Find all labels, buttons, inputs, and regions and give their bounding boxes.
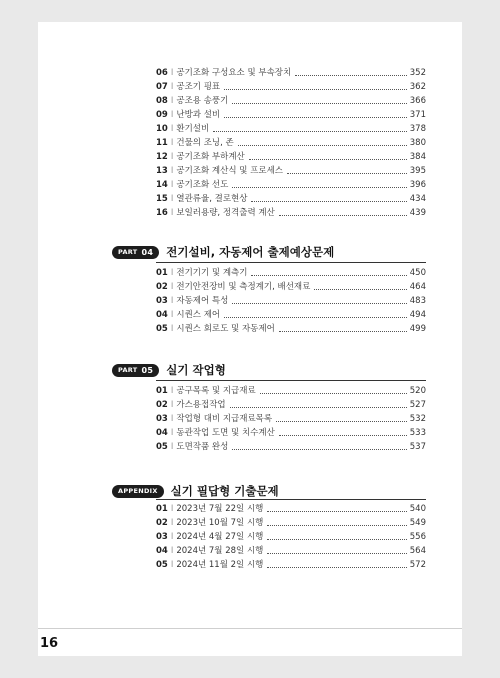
toc-entry[interactable] bbox=[156, 413, 426, 425]
dot-leader bbox=[276, 420, 407, 422]
toc-entry[interactable] bbox=[156, 441, 426, 453]
entry-page: 384 bbox=[409, 152, 426, 162]
entry-title: 열관류율, 결로현상 bbox=[176, 194, 248, 204]
entry-title: 2024년 11월 2일 시행 bbox=[176, 560, 264, 570]
dot-leader bbox=[279, 330, 407, 332]
entry-number: 08 bbox=[156, 96, 168, 106]
part5-header bbox=[112, 361, 226, 379]
entry-number: 16 bbox=[156, 208, 168, 218]
dot-leader bbox=[232, 186, 406, 188]
entry-separator: I bbox=[170, 518, 174, 528]
dot-leader bbox=[230, 406, 407, 408]
entry-separator: I bbox=[170, 560, 174, 570]
footer-divider bbox=[38, 628, 462, 629]
appendix-rule bbox=[156, 499, 426, 500]
badge-label: PART bbox=[118, 248, 138, 256]
entry-number: 03 bbox=[156, 414, 168, 424]
entry-page: 396 bbox=[409, 180, 426, 190]
entry-page: 366 bbox=[409, 96, 426, 106]
dot-leader bbox=[287, 172, 407, 174]
entry-number: 05 bbox=[156, 324, 168, 334]
badge-label: APPENDIX bbox=[118, 487, 158, 495]
part5-rule bbox=[156, 380, 426, 381]
toc-entry[interactable] bbox=[156, 137, 426, 149]
entry-title: 2024년 7월 28일 시행 bbox=[176, 546, 264, 556]
entry-separator: I bbox=[170, 208, 174, 218]
toc-entry[interactable] bbox=[156, 323, 426, 335]
toc-entry[interactable] bbox=[156, 559, 426, 571]
entry-page: 540 bbox=[409, 504, 426, 514]
dot-leader bbox=[224, 316, 407, 318]
entry-separator: I bbox=[170, 296, 174, 306]
entry-title: 도면작품 완성 bbox=[176, 442, 229, 452]
entry-number: 05 bbox=[156, 442, 168, 452]
dot-leader bbox=[267, 510, 406, 512]
toc-entry[interactable] bbox=[156, 123, 426, 135]
part4-rule bbox=[156, 262, 426, 263]
dot-leader bbox=[267, 566, 406, 568]
entry-title: 난방과 설비 bbox=[176, 110, 221, 120]
entry-number: 05 bbox=[156, 560, 168, 570]
entry-title: 전기안전장비 및 측정계기, 배선재료 bbox=[176, 282, 311, 292]
badge-number: 05 bbox=[141, 365, 154, 375]
entry-number: 06 bbox=[156, 68, 168, 78]
entry-number: 10 bbox=[156, 124, 168, 134]
entry-number: 02 bbox=[156, 518, 168, 528]
entry-title: 보일러용량, 정격출력 계산 bbox=[176, 208, 275, 218]
dot-leader bbox=[251, 274, 406, 276]
entry-separator: I bbox=[170, 166, 174, 176]
toc-entry[interactable] bbox=[156, 309, 426, 321]
dot-leader bbox=[224, 88, 407, 90]
entry-page: 494 bbox=[409, 310, 426, 320]
entry-separator: I bbox=[170, 110, 174, 120]
entry-title: 2023년 10월 7일 시행 bbox=[176, 518, 264, 528]
toc-entry[interactable] bbox=[156, 95, 426, 107]
entry-title: 가스용접작업 bbox=[176, 400, 226, 410]
entry-title: 전기기기 및 계측기 bbox=[176, 268, 248, 278]
entry-number: 02 bbox=[156, 400, 168, 410]
toc-entry[interactable] bbox=[156, 531, 426, 543]
appendix-badge bbox=[112, 485, 164, 498]
entry-title: 공조기 핑표 bbox=[176, 82, 221, 92]
toc-entry[interactable] bbox=[156, 545, 426, 557]
entry-separator: I bbox=[170, 310, 174, 320]
entry-number: 01 bbox=[156, 268, 168, 278]
entry-separator: I bbox=[170, 282, 174, 292]
entry-number: 04 bbox=[156, 310, 168, 320]
entry-separator: I bbox=[170, 532, 174, 542]
entry-number: 04 bbox=[156, 546, 168, 556]
entry-title: 동관작업 도면 및 치수계산 bbox=[176, 428, 275, 438]
toc-entry[interactable] bbox=[156, 109, 426, 121]
appendix-title: 실기 필답형 기출문제 bbox=[170, 484, 279, 498]
entry-page: 434 bbox=[409, 194, 426, 204]
entry-separator: I bbox=[170, 428, 174, 438]
toc-entry[interactable] bbox=[156, 151, 426, 163]
entry-title: 시퀀스 제어 bbox=[176, 310, 221, 320]
dot-leader bbox=[238, 144, 407, 146]
entry-number: 01 bbox=[156, 504, 168, 514]
part5-badge bbox=[112, 364, 159, 377]
entry-separator: I bbox=[170, 194, 174, 204]
dot-leader bbox=[249, 158, 407, 160]
entry-title: 건물의 조닝, 존 bbox=[176, 138, 234, 148]
entry-number: 04 bbox=[156, 428, 168, 438]
toc-entry[interactable] bbox=[156, 517, 426, 529]
entry-separator: I bbox=[170, 96, 174, 106]
badge-label: PART bbox=[118, 366, 138, 374]
entry-title: 2023년 7월 22일 시행 bbox=[176, 504, 264, 514]
entry-number: 14 bbox=[156, 180, 168, 190]
toc-entry[interactable] bbox=[156, 207, 426, 219]
dot-leader bbox=[213, 130, 407, 132]
entry-separator: I bbox=[170, 268, 174, 278]
dot-leader bbox=[224, 116, 407, 118]
entry-page: 527 bbox=[409, 400, 426, 410]
entry-page: 371 bbox=[409, 110, 426, 120]
toc-entry[interactable] bbox=[156, 81, 426, 93]
entry-page: 483 bbox=[409, 296, 426, 306]
entry-page: 532 bbox=[409, 414, 426, 424]
entry-separator: I bbox=[170, 386, 174, 396]
entry-page: 352 bbox=[409, 68, 426, 78]
toc-entry[interactable] bbox=[156, 399, 426, 411]
entry-number: 03 bbox=[156, 532, 168, 542]
dot-leader bbox=[232, 102, 406, 104]
entry-title: 공기조화 부하계산 bbox=[176, 152, 245, 162]
entry-page: 572 bbox=[409, 560, 426, 570]
dot-leader bbox=[251, 200, 406, 202]
entry-title: 작업형 대비 지급재료목록 bbox=[176, 414, 273, 424]
toc-entry[interactable] bbox=[156, 385, 426, 397]
dot-leader bbox=[279, 434, 407, 436]
entry-title: 공구목록 및 지급재료 bbox=[176, 386, 256, 396]
entry-page: 362 bbox=[409, 82, 426, 92]
toc-entry[interactable] bbox=[156, 193, 426, 205]
part5-title: 실기 작업형 bbox=[166, 363, 226, 377]
dot-leader bbox=[279, 214, 407, 216]
entry-separator: I bbox=[170, 68, 174, 78]
entry-number: 13 bbox=[156, 166, 168, 176]
toc-entry[interactable] bbox=[156, 503, 426, 515]
entry-separator: I bbox=[170, 82, 174, 92]
entry-separator: I bbox=[170, 124, 174, 134]
entry-number: 03 bbox=[156, 296, 168, 306]
toc-entry[interactable] bbox=[156, 165, 426, 177]
entry-separator: I bbox=[170, 414, 174, 424]
entry-number: 01 bbox=[156, 386, 168, 396]
entry-number: 11 bbox=[156, 138, 168, 148]
entry-separator: I bbox=[170, 138, 174, 148]
toc-entry[interactable] bbox=[156, 295, 426, 307]
page-number: 16 bbox=[40, 636, 59, 651]
entry-page: 464 bbox=[409, 282, 426, 292]
entry-page: 520 bbox=[409, 386, 426, 396]
toc-entry[interactable] bbox=[156, 427, 426, 439]
part4-header bbox=[112, 243, 334, 261]
toc-entry[interactable] bbox=[156, 281, 426, 293]
toc-entry[interactable] bbox=[156, 267, 426, 279]
entry-page: 395 bbox=[409, 166, 426, 176]
dot-leader bbox=[232, 448, 406, 450]
entry-separator: I bbox=[170, 504, 174, 514]
entry-page: 549 bbox=[409, 518, 426, 528]
dot-leader bbox=[267, 552, 406, 554]
entry-separator: I bbox=[170, 442, 174, 452]
entry-title: 환기설비 bbox=[176, 124, 210, 134]
entry-separator: I bbox=[170, 180, 174, 190]
entry-page: 533 bbox=[409, 428, 426, 438]
entry-page: 450 bbox=[409, 268, 426, 278]
entry-number: 09 bbox=[156, 110, 168, 120]
entry-number: 15 bbox=[156, 194, 168, 204]
dot-leader bbox=[295, 74, 407, 76]
entry-title: 시퀀스 회로도 및 자동제어 bbox=[176, 324, 275, 334]
entry-page: 556 bbox=[409, 532, 426, 542]
entry-number: 12 bbox=[156, 152, 168, 162]
entry-separator: I bbox=[170, 152, 174, 162]
entry-page: 439 bbox=[409, 208, 426, 218]
entry-page: 564 bbox=[409, 546, 426, 556]
entry-page: 378 bbox=[409, 124, 426, 134]
badge-number: 04 bbox=[141, 247, 154, 257]
entry-separator: I bbox=[170, 400, 174, 410]
entry-title: 공기조화 구성요소 및 부속장치 bbox=[176, 68, 292, 78]
dot-leader bbox=[267, 524, 406, 526]
appendix-header bbox=[112, 482, 279, 500]
entry-separator: I bbox=[170, 546, 174, 556]
dot-leader bbox=[232, 302, 406, 304]
toc-entry[interactable] bbox=[156, 67, 426, 79]
entry-title: 공조용 송풍기 bbox=[176, 96, 229, 106]
dot-leader bbox=[267, 538, 406, 540]
entry-title: 공기조화 선도 bbox=[176, 180, 229, 190]
entry-title: 공기조화 계산식 및 프로세스 bbox=[176, 166, 283, 176]
toc-entry[interactable] bbox=[156, 179, 426, 191]
part4-title: 전기설비, 자동제어 출제예상문제 bbox=[166, 245, 335, 259]
entry-title: 2024년 4월 27일 시행 bbox=[176, 532, 264, 542]
dot-leader bbox=[260, 392, 407, 394]
dot-leader bbox=[314, 288, 406, 290]
entry-page: 537 bbox=[409, 442, 426, 452]
entry-page: 499 bbox=[409, 324, 426, 334]
entry-number: 07 bbox=[156, 82, 168, 92]
entry-title: 자동제어 특성 bbox=[176, 296, 229, 306]
entry-page: 380 bbox=[409, 138, 426, 148]
entry-separator: I bbox=[170, 324, 174, 334]
entry-number: 02 bbox=[156, 282, 168, 292]
part4-badge bbox=[112, 246, 159, 259]
